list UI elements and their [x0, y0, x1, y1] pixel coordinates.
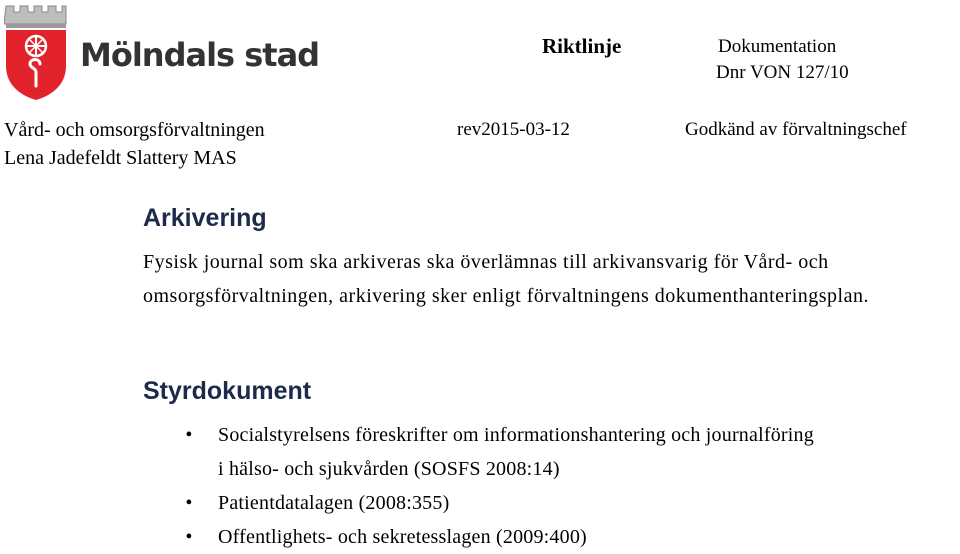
molndals-stad-logo — [4, 2, 320, 102]
list-item — [180, 486, 960, 520]
document-kind: Dokumentation — [718, 36, 837, 57]
department: Vård- och omsorgsförvaltningen — [4, 119, 265, 141]
bullet-dot-icon: • — [185, 526, 193, 548]
section-heading-arkivering: Arkivering — [143, 204, 267, 232]
list-item-line: Offentlighets- och sekretesslagen (2009:400) — [218, 526, 587, 548]
bullet-dot-icon: • — [185, 424, 193, 446]
molndal-coat-of-arms-icon — [4, 2, 68, 102]
bullet-dot-icon: • — [185, 492, 193, 514]
list-item-line: i hälso- och sjukvården (SOSFS 2008:14) — [218, 458, 560, 480]
author: Lena Jadefeldt Slattery MAS — [4, 147, 237, 169]
styrdokument-list — [180, 418, 960, 554]
document-number: Dnr VON 127/10 — [716, 62, 849, 83]
section-heading-styrdokument: Styrdokument — [143, 377, 312, 405]
list-item — [180, 520, 960, 554]
list-item-line: Patientdatalagen (2008:355) — [218, 492, 450, 514]
document-type: Riktlinje — [542, 34, 622, 58]
section-body-arkivering: Fysisk journal som ska arkiveras ska överlämnas till arkivansvarig för Vård- och omsorgsförvaltningen, arkivering sker enligt förvaltningens dokumenthanteringsplan. — [143, 251, 869, 307]
list-item — [180, 418, 960, 486]
list-item-line: Socialstyrelsens föreskrifter om informationshantering och journalföring — [218, 424, 814, 446]
approved-by: Godkänd av förvaltningschef — [685, 119, 907, 140]
logo-text: Mölndals stad — [80, 36, 320, 74]
revision-date: rev2015-03-12 — [457, 119, 570, 140]
